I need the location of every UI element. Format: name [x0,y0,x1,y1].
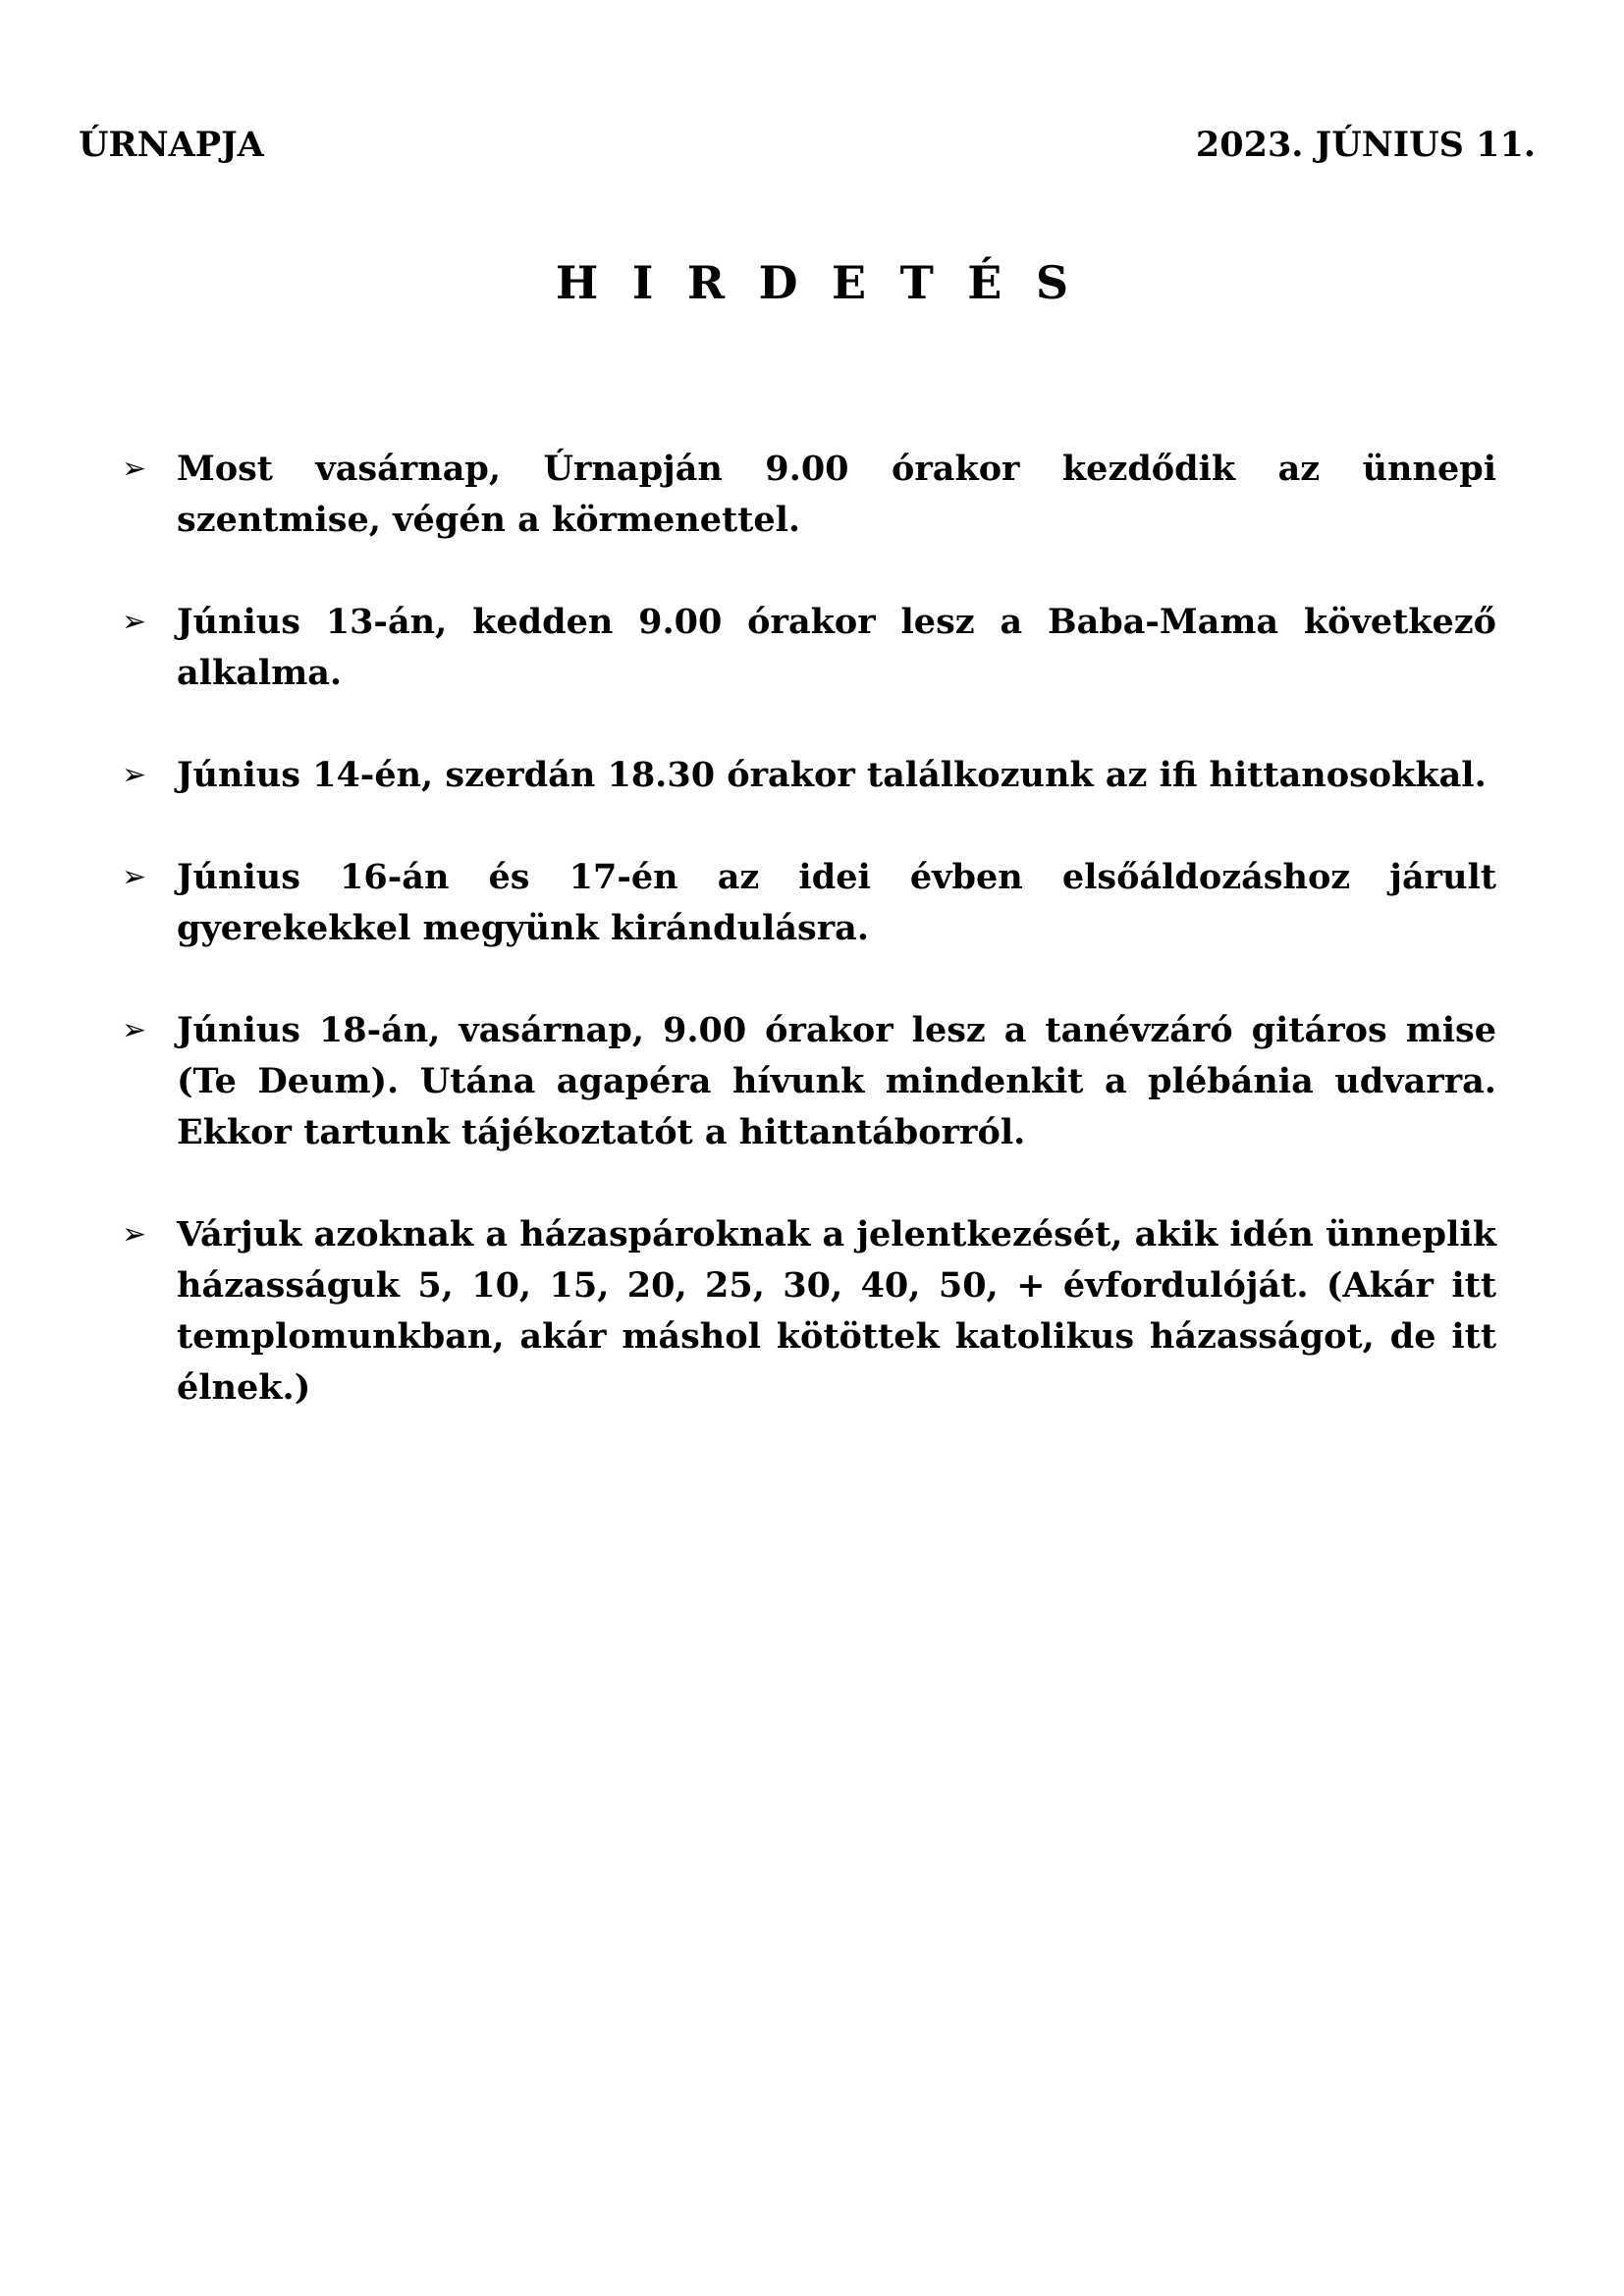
arrowhead-bullet-icon: ➢ [122,1217,147,1252]
announcement-text: Június 13-án, kedden 9.00 órakor lesz a Baba-Mama következő alkalma. [177,602,1496,693]
list-item [122,1209,1496,1414]
page-title: HIRDETÉS [555,256,1103,309]
list-item [122,597,1496,699]
feast-name: ÚRNAPJA [79,125,264,165]
arrowhead-bullet-icon: ➢ [122,605,147,639]
arrowhead-bullet-icon: ➢ [122,1013,147,1047]
announcement-text: Most vasárnap, Úrnapján 9.00 órakor kezdődik az ünnepi szentmise, végén a körmenettel. [177,449,1496,540]
document-date: 2023. JÚNIUS 11. [1195,125,1536,165]
announcement-text: Június 14-én, szerdán 18.30 órakor találkozunk az ifi hittanosokkal. [177,755,1487,795]
arrowhead-bullet-icon: ➢ [122,860,147,894]
list-item [122,852,1496,954]
announcement-text: Várjuk azoknak a házaspároknak a jelentkezését, akik idén ünneplik házasságuk 5, 10, 15, 20, 25, 30, 40, 50, + évfordulóját. (Akár itt templomunkban, akár máshol kötöttek katolikus házasságot, de itt élnek.) [177,1214,1496,1408]
announcement-text: Június 16-án és 17-én az idei évben elsőáldozáshoz járult gyerekekkel megyünk kirándulásra. [177,857,1496,948]
announcement-text: Június 18-án, vasárnap, 9.00 órakor lesz a tanévzáró gitáros mise (Te Deum). Utána agapéra hívunk mindenkit a plébánia udvarra. Ekkor tartunk tájékoztatót a hittantáborról. [177,1010,1496,1152]
list-item [122,1005,1496,1158]
arrowhead-bullet-icon: ➢ [122,758,147,792]
announcement-list [122,444,1496,1465]
arrowhead-bullet-icon: ➢ [122,452,147,486]
list-item [122,750,1496,801]
list-item [122,444,1496,546]
